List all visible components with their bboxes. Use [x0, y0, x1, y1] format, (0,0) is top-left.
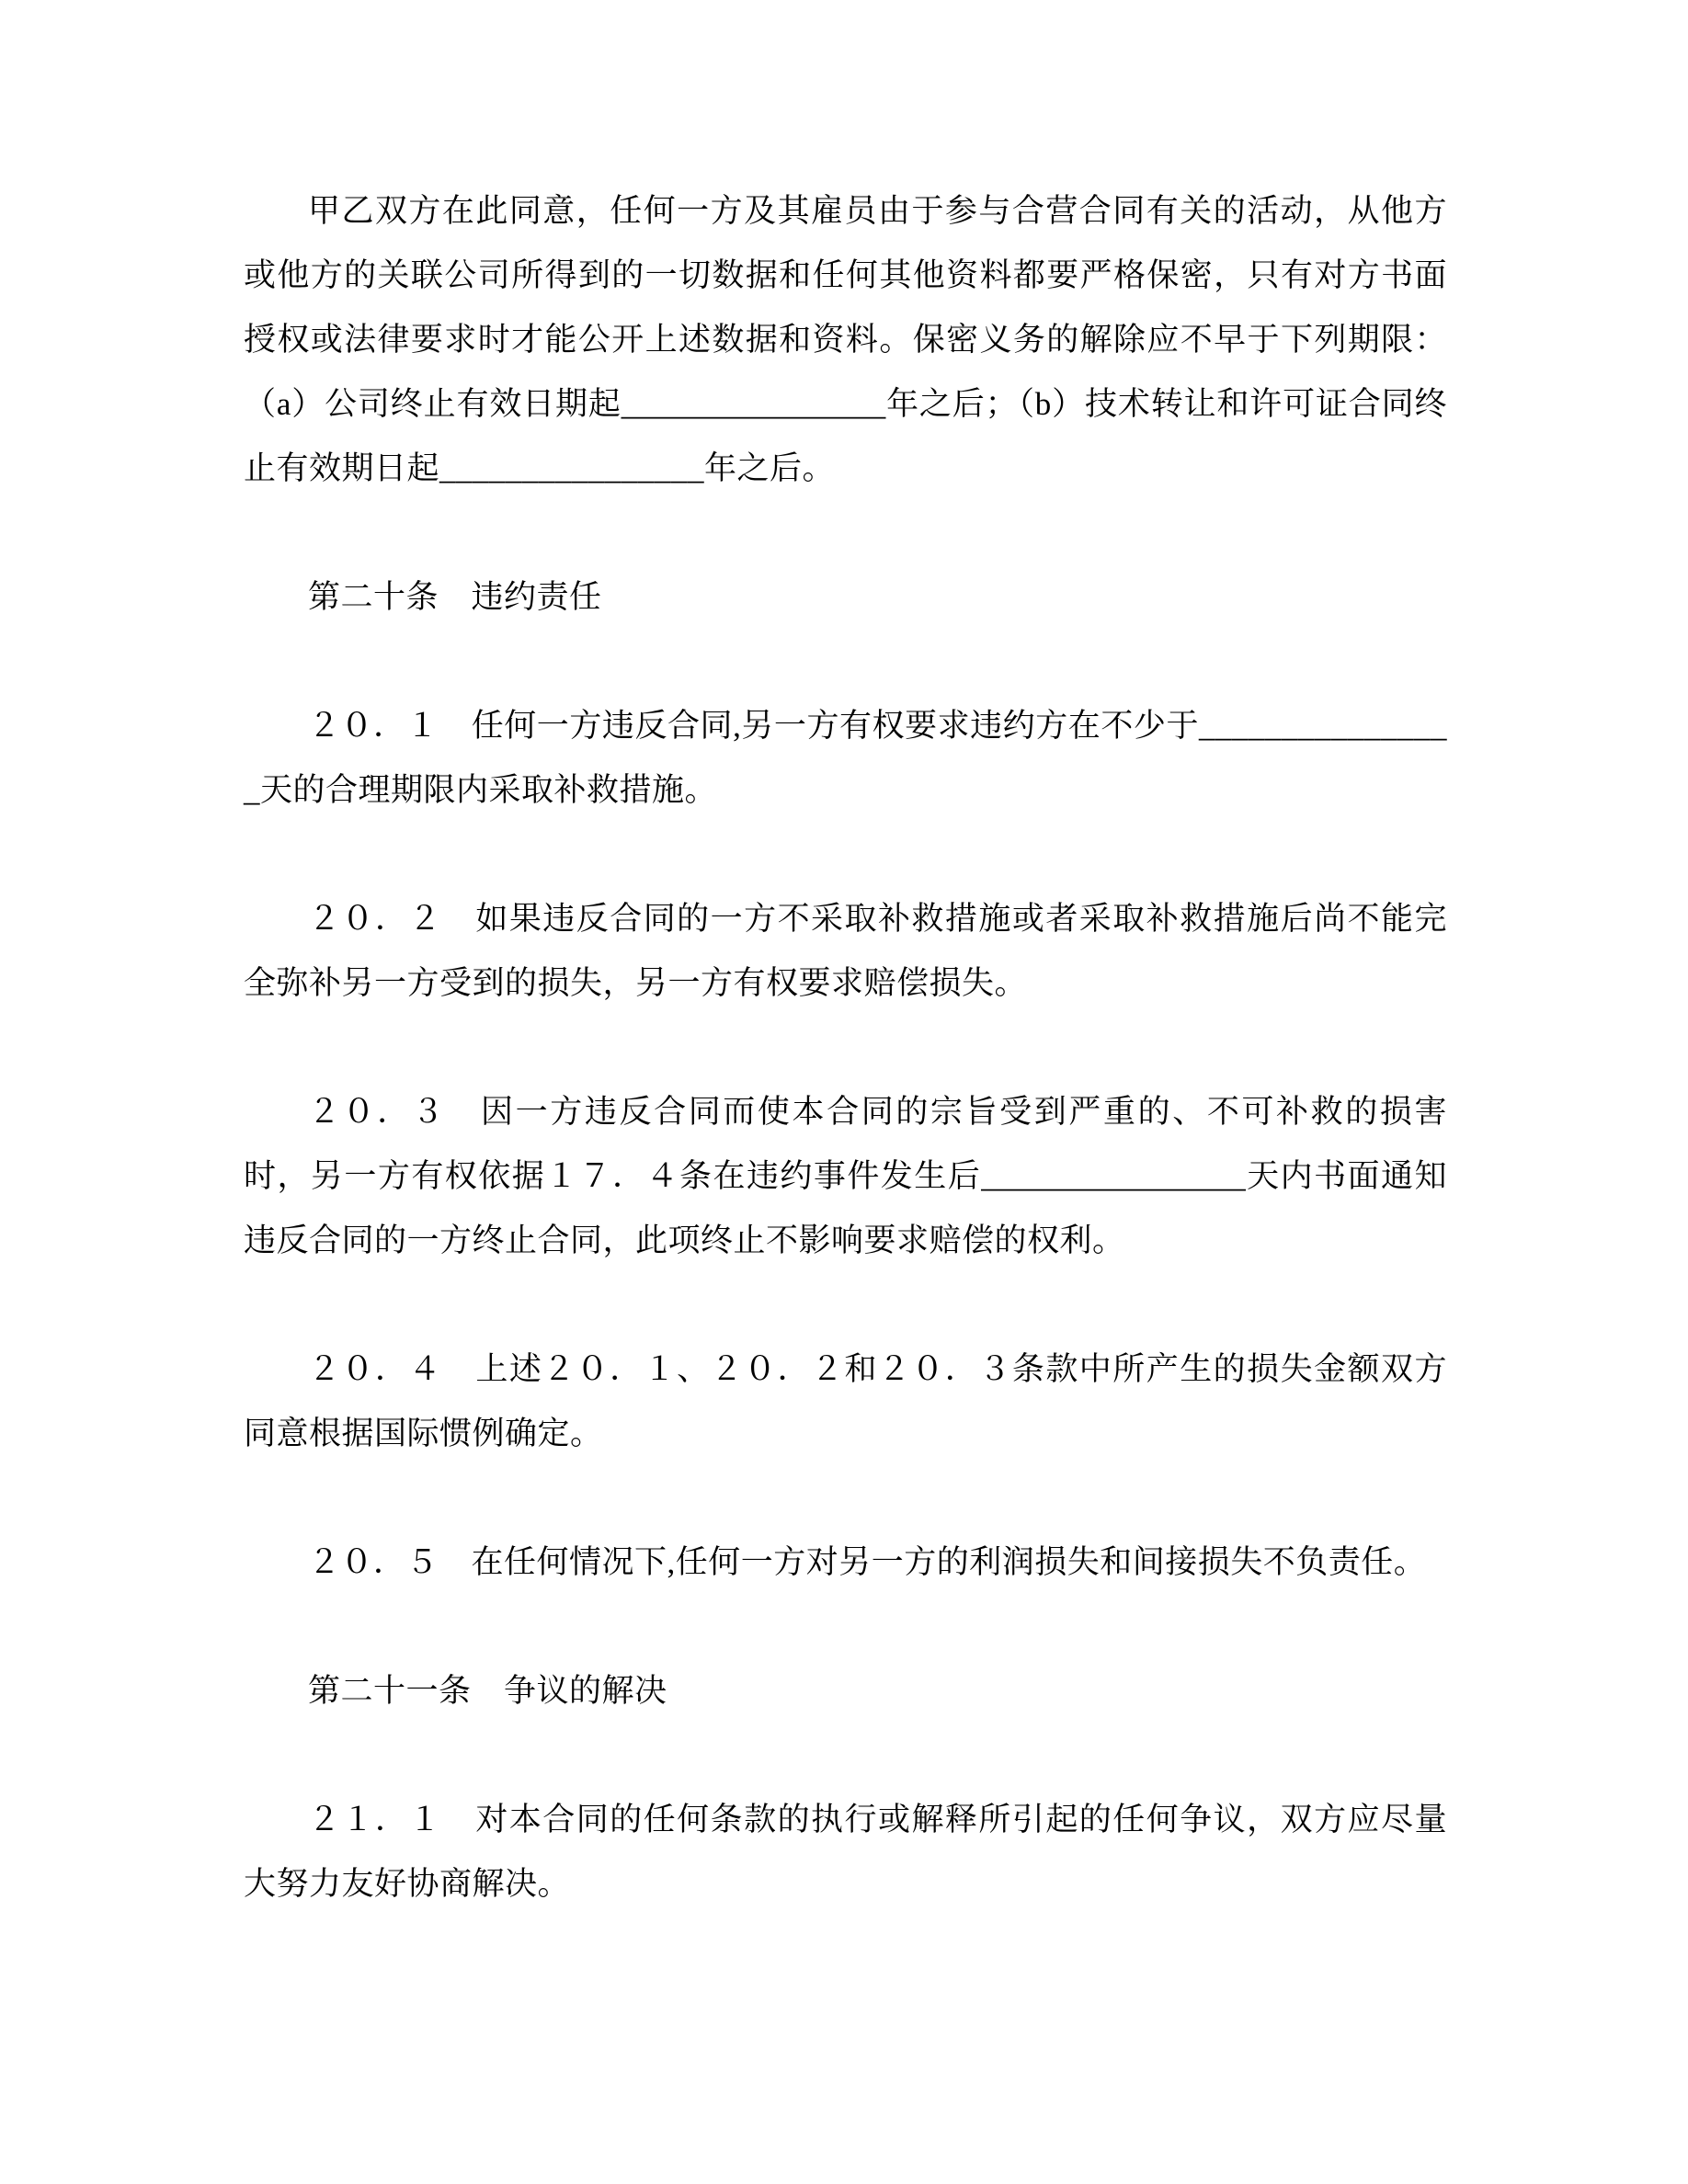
- clause-20-3: ２０．３ 因一方违反合同而使本合同的宗旨受到严重的、不可补救的损害时，另一方有权依据１７．４条在违约事件发生后________________天内书面通知违反合同的一方终止合同，此项终止不影响要求赔偿的权利。: [244, 1094, 1447, 1258]
- contract-body: [244, 179, 1447, 1917]
- paragraph-confidentiality: 甲乙双方在此同意，任何一方及其雇员由于参与合营合同有关的活动，从他方或他方的关联公司所得到的一切数据和任何其他资料都要严格保密，只有对方书面授权或法律要求时才能公开上述数据和资料。保密义务的解除应不早于下列期限：（a）公司终止有效日期起________________年之后；（b）技术转让和许可证合同终止有效期日起________________年之后。: [244, 193, 1447, 486]
- clause-20-2: ２０．２ 如果违反合同的一方不采取补救措施或者采取补救措施后尚不能完全弥补另一方受到的损失，另一方有权要求赔偿损失。: [244, 901, 1447, 1001]
- clause-20-1: ２０．１ 任何一方违反合同,另一方有权要求违约方在不少于________________天的合理期限内采取补救措施。: [244, 708, 1447, 808]
- heading-article-21-dispute-resolution: 第二十一条 争议的解决: [308, 1673, 667, 1709]
- clause-20-4: ２０．４ 上述２０．１、２０．２和２０．３条款中所产生的损失金额双方同意根据国际惯例确定。: [244, 1351, 1447, 1451]
- heading-article-20-breach-liability: 第二十条 违约责任: [308, 579, 602, 615]
- clause-20-5: ２０．５ 在任何情况下,任何一方对另一方的利润损失和间接损失不负责任。: [308, 1544, 1427, 1580]
- clause-21-1: ２１．１ 对本合同的任何条款的执行或解释所引起的任何争议，双方应尽量大努力友好协商解决。: [244, 1802, 1447, 1902]
